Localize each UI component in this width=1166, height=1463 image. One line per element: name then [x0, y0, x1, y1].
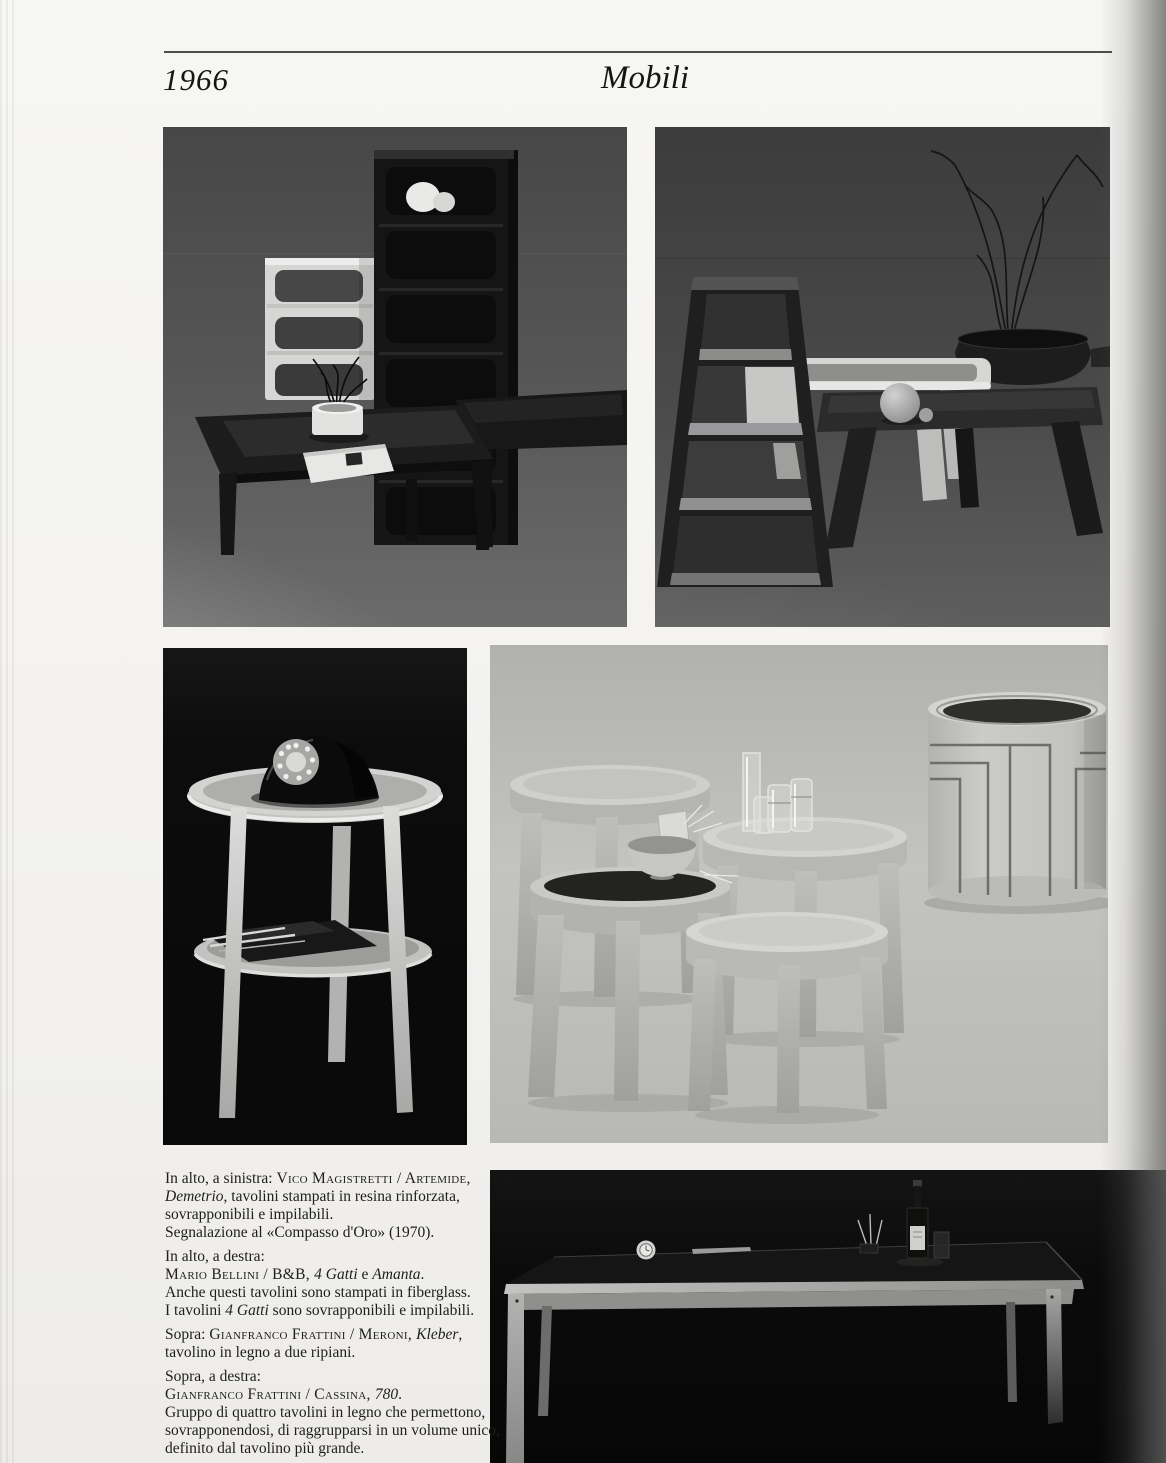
photo-780 — [490, 645, 1108, 1143]
caption-text: Anche questi tavolini sono stampati in fiberglass. — [165, 1284, 471, 1301]
photo-4gatti — [655, 127, 1110, 627]
caption-designer-name: Gianfranco Frattini / Cassina, — [165, 1386, 375, 1403]
caption-line — [165, 1188, 510, 1206]
caption-text: Segnalazione al «Compasso d'Oro» (1970). — [165, 1224, 435, 1241]
caption-text: . — [420, 1266, 425, 1283]
caption-text: Gruppo di quattro tavolini in legno che permettono, — [165, 1404, 486, 1421]
page-title: Mobili — [601, 60, 689, 96]
caption-text: I tavolini — [165, 1302, 226, 1319]
caption-text: sovrapponibili e impilabili. — [165, 1206, 334, 1223]
caption-text: Sopra: — [165, 1326, 210, 1343]
caption-designer-name: Vico Magistretti / Artemide, — [276, 1170, 471, 1187]
caption-line — [165, 1170, 510, 1188]
caption-paragraph-4gatti — [165, 1248, 510, 1320]
caption-text: sovrapponendosi, di raggrupparsi in un volume unico, — [165, 1422, 500, 1439]
photo-kleber-image — [163, 648, 467, 1145]
caption-text: , tavolini stampati in resina rinforzata, — [223, 1188, 460, 1205]
caption-line — [165, 1266, 510, 1284]
photo-780-image — [490, 645, 1108, 1143]
caption-text: Sopra, a destra: — [165, 1368, 261, 1385]
caption-line — [165, 1284, 510, 1302]
caption-line — [165, 1422, 510, 1440]
photo-table-scene — [490, 1170, 1166, 1463]
caption-text: , — [458, 1326, 463, 1343]
caption-product-name: 4 Gatti — [314, 1266, 358, 1283]
header-rule — [164, 51, 1112, 53]
caption-text: tavolino in legno a due ripiani. — [165, 1344, 356, 1361]
photo-kleber — [163, 648, 467, 1145]
caption-block — [165, 1170, 510, 1463]
caption-product-name: Amanta — [372, 1266, 421, 1283]
caption-line — [165, 1206, 510, 1224]
caption-product-name: 780 — [374, 1386, 399, 1403]
photo-4gatti-image — [655, 127, 1110, 627]
caption-line — [165, 1248, 510, 1266]
caption-line — [165, 1224, 510, 1242]
photo-table-scene-image — [490, 1170, 1166, 1463]
caption-product-name: Demetrio — [165, 1188, 224, 1205]
caption-text: . — [398, 1386, 402, 1403]
caption-paragraph-kleber — [165, 1326, 510, 1362]
caption-product-name: Kleber — [416, 1326, 459, 1343]
page-year: 1966 — [163, 62, 229, 97]
caption-text: In alto, a destra: — [165, 1248, 265, 1265]
caption-text: definito dal tavolino più grande. — [165, 1440, 365, 1457]
caption-text: sono sovrapponibili e impilabili. — [268, 1302, 475, 1319]
caption-product-name: 4 Gatti — [225, 1302, 269, 1319]
page-left-edge-artifact — [0, 0, 16, 1463]
caption-line — [165, 1344, 510, 1362]
caption-designer-name: Gianfranco Frattini / Meroni, — [209, 1326, 417, 1343]
caption-paragraph-demetrio — [165, 1170, 510, 1242]
caption-line — [165, 1302, 510, 1320]
caption-designer-name: Mario Bellini / B&B, — [165, 1266, 315, 1283]
photo-demetrio-image — [163, 127, 627, 627]
caption-line — [165, 1386, 510, 1404]
caption-line — [165, 1368, 510, 1386]
caption-text: e — [357, 1266, 373, 1283]
photo-demetrio — [163, 127, 627, 627]
caption-line — [165, 1440, 510, 1458]
caption-line — [165, 1404, 510, 1422]
caption-line — [165, 1326, 510, 1344]
caption-paragraph-780 — [165, 1368, 510, 1458]
caption-text: In alto, a sinistra: — [165, 1170, 277, 1187]
